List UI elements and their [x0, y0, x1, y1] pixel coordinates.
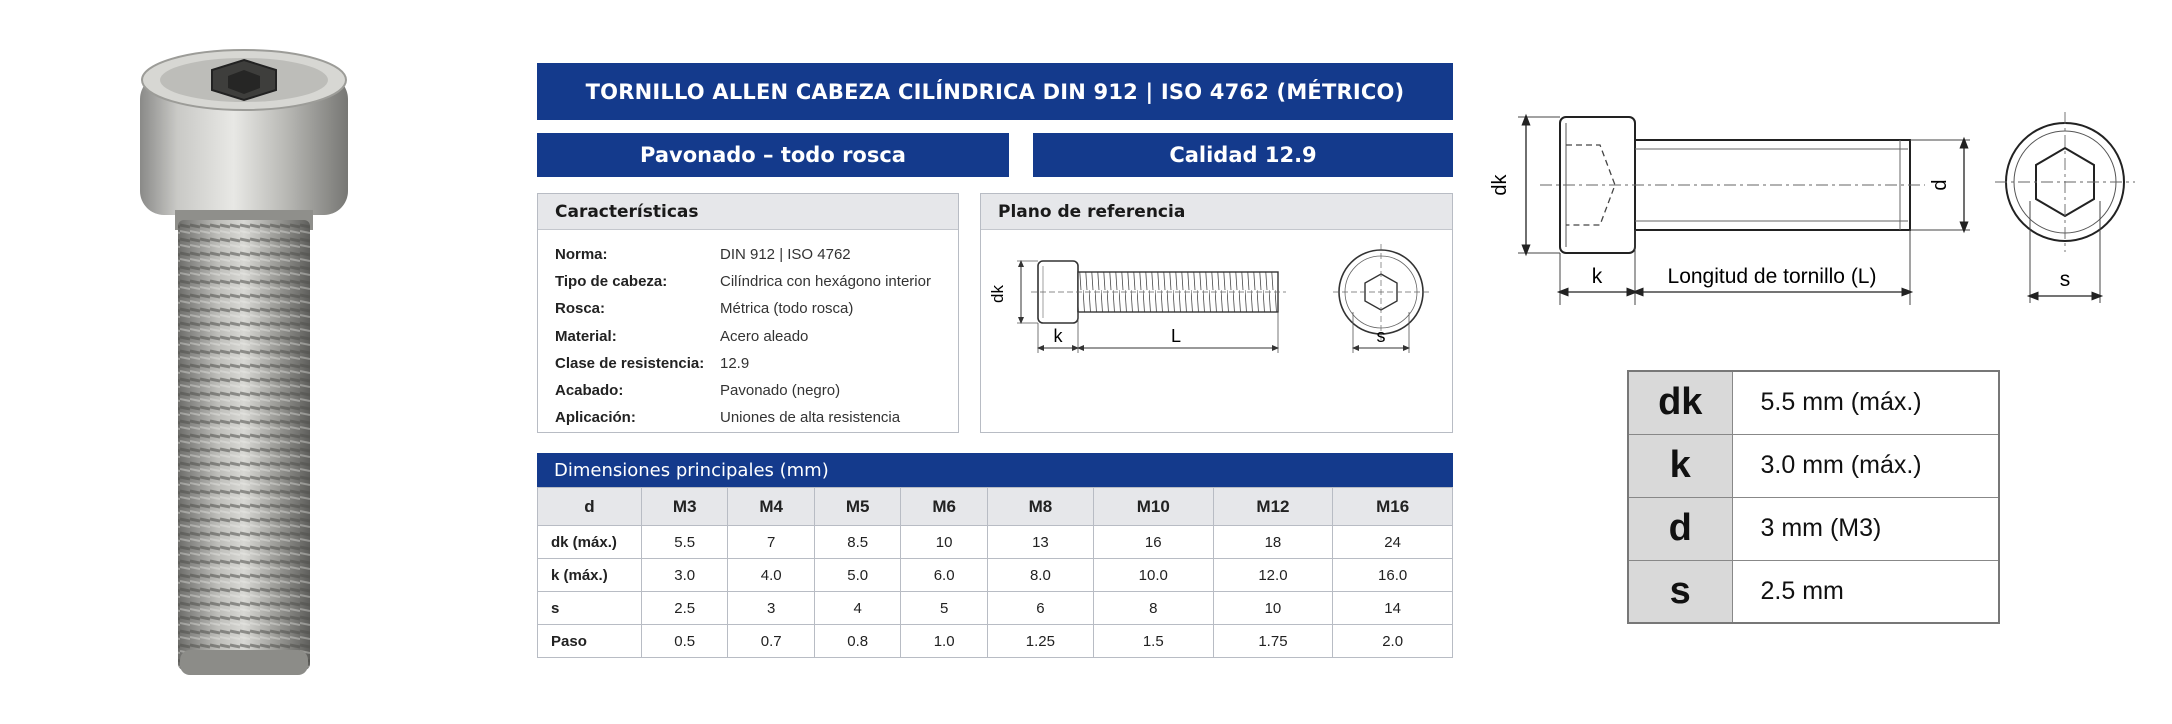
features-heading: Características	[538, 194, 958, 230]
reference-bolt-drawing	[981, 230, 1452, 432]
feature-label: Aplicación:	[555, 409, 636, 426]
dimensions-heading: Dimensiones principales (mm)	[537, 453, 1453, 487]
table-cell: 1.75	[1213, 625, 1333, 658]
dimensions-table	[537, 487, 1453, 658]
table-cell: 5	[901, 592, 987, 625]
table-cell: 7	[728, 526, 814, 559]
summary-row-d	[1628, 497, 1999, 560]
table-cell: 10.0	[1093, 559, 1213, 592]
feature-row-strength-class	[555, 355, 749, 375]
table-row	[538, 526, 1453, 559]
summary-symbol: k	[1628, 434, 1732, 497]
ref-L-label: L	[1170, 326, 1182, 346]
table-cell: 4	[814, 592, 900, 625]
row-label: k (máx.)	[538, 559, 642, 592]
table-cell: 6.0	[901, 559, 987, 592]
feature-row-head-type	[555, 273, 931, 293]
feature-value: DIN 912 | ISO 4762	[720, 246, 851, 263]
table-cell: 4.0	[728, 559, 814, 592]
column-header: M8	[987, 488, 1093, 526]
table-cell: 8.5	[814, 526, 900, 559]
table-cell: 8	[1093, 592, 1213, 625]
table-row	[538, 559, 1453, 592]
dimensions-header-row	[538, 488, 1453, 526]
finish-banner: Pavonado – todo rosca	[537, 133, 1009, 177]
feature-label: Clase de resistencia:	[555, 355, 705, 372]
drawing-dk-label: dk	[1489, 174, 1511, 196]
feature-value: Uniones de alta resistencia	[720, 409, 901, 426]
table-cell: 18	[1213, 526, 1333, 559]
column-header: M5	[814, 488, 900, 526]
summary-value: 3.0 mm (máx.)	[1732, 434, 1999, 497]
table-cell: 0.8	[814, 625, 900, 658]
grade-banner: Calidad 12.9	[1033, 133, 1453, 177]
ref-dk-label: dk	[988, 285, 1007, 303]
column-header: M16	[1333, 488, 1453, 526]
drawing-d-label: d	[1929, 179, 1951, 191]
reference-drawing-panel	[980, 193, 1453, 433]
feature-label: Rosca:	[555, 300, 606, 317]
drawing-s-label: s	[2059, 268, 2071, 291]
drawing-k-label: k	[1591, 265, 1603, 288]
table-cell: 3.0	[642, 559, 728, 592]
table-cell: 5.0	[814, 559, 900, 592]
table-cell: 2.5	[642, 592, 728, 625]
column-header: d	[538, 488, 642, 526]
summary-value: 3 mm (M3)	[1732, 497, 1999, 560]
table-cell: 1.0	[901, 625, 987, 658]
table-row	[538, 625, 1453, 658]
summary-value: 5.5 mm (máx.)	[1732, 371, 1999, 434]
column-header: M6	[901, 488, 987, 526]
drawing-length-label: Longitud de tornillo (L)	[1667, 265, 1877, 288]
ref-k-label: k	[1053, 326, 1063, 346]
features-panel	[537, 193, 959, 433]
feature-label: Tipo de cabeza:	[555, 273, 668, 290]
summary-symbol: d	[1628, 497, 1732, 560]
table-cell: 12.0	[1213, 559, 1333, 592]
feature-value: Acero aleado	[720, 328, 809, 345]
table-cell: 1.5	[1093, 625, 1213, 658]
column-header: M3	[642, 488, 728, 526]
ref-s-label: s	[1376, 326, 1386, 346]
feature-row-thread	[555, 300, 853, 320]
row-label: Paso	[538, 625, 642, 658]
feature-value: 12.9	[720, 355, 750, 372]
summary-symbol: dk	[1628, 371, 1732, 434]
summary-row-k	[1628, 434, 1999, 497]
table-cell: 16	[1093, 526, 1213, 559]
feature-row-material	[555, 328, 808, 348]
table-cell: 13	[987, 526, 1093, 559]
bolt-product-image	[120, 40, 380, 690]
feature-row-standard	[555, 246, 851, 266]
product-title-banner: TORNILLO ALLEN CABEZA CILÍNDRICA DIN 912 | ISO 4762 (MÉTRICO)	[537, 63, 1453, 120]
table-row	[538, 592, 1453, 625]
feature-value: Cilíndrica con hexágono interior	[720, 273, 931, 290]
row-label: s	[538, 592, 642, 625]
column-header: M12	[1213, 488, 1333, 526]
table-cell: 10	[901, 526, 987, 559]
table-cell: 14	[1333, 592, 1453, 625]
summary-row-s	[1628, 560, 1999, 623]
feature-value: Pavonado (negro)	[720, 382, 841, 399]
table-cell: 0.7	[728, 625, 814, 658]
table-cell: 8.0	[987, 559, 1093, 592]
feature-value: Métrica (todo rosca)	[720, 300, 854, 317]
table-cell: 0.5	[642, 625, 728, 658]
table-cell: 2.0	[1333, 625, 1453, 658]
feature-row-finish	[555, 382, 840, 402]
table-cell: 5.5	[642, 526, 728, 559]
column-header: M4	[728, 488, 814, 526]
table-cell: 10	[1213, 592, 1333, 625]
summary-row-dk	[1628, 371, 1999, 434]
table-cell: 1.25	[987, 625, 1093, 658]
row-label: dk (máx.)	[538, 526, 642, 559]
summary-symbol: s	[1628, 560, 1732, 623]
table-cell: 16.0	[1333, 559, 1453, 592]
feature-row-application	[555, 409, 900, 429]
table-cell: 3	[728, 592, 814, 625]
table-cell: 6	[987, 592, 1093, 625]
table-cell: 24	[1333, 526, 1453, 559]
summary-value: 2.5 mm	[1732, 560, 1999, 623]
reference-heading: Plano de referencia	[981, 194, 1452, 230]
feature-label: Material:	[555, 328, 617, 345]
summary-table	[1627, 370, 2000, 624]
column-header: M10	[1093, 488, 1213, 526]
feature-label: Norma:	[555, 246, 608, 263]
feature-label: Acabado:	[555, 382, 624, 399]
technical-drawing	[1489, 105, 2140, 315]
